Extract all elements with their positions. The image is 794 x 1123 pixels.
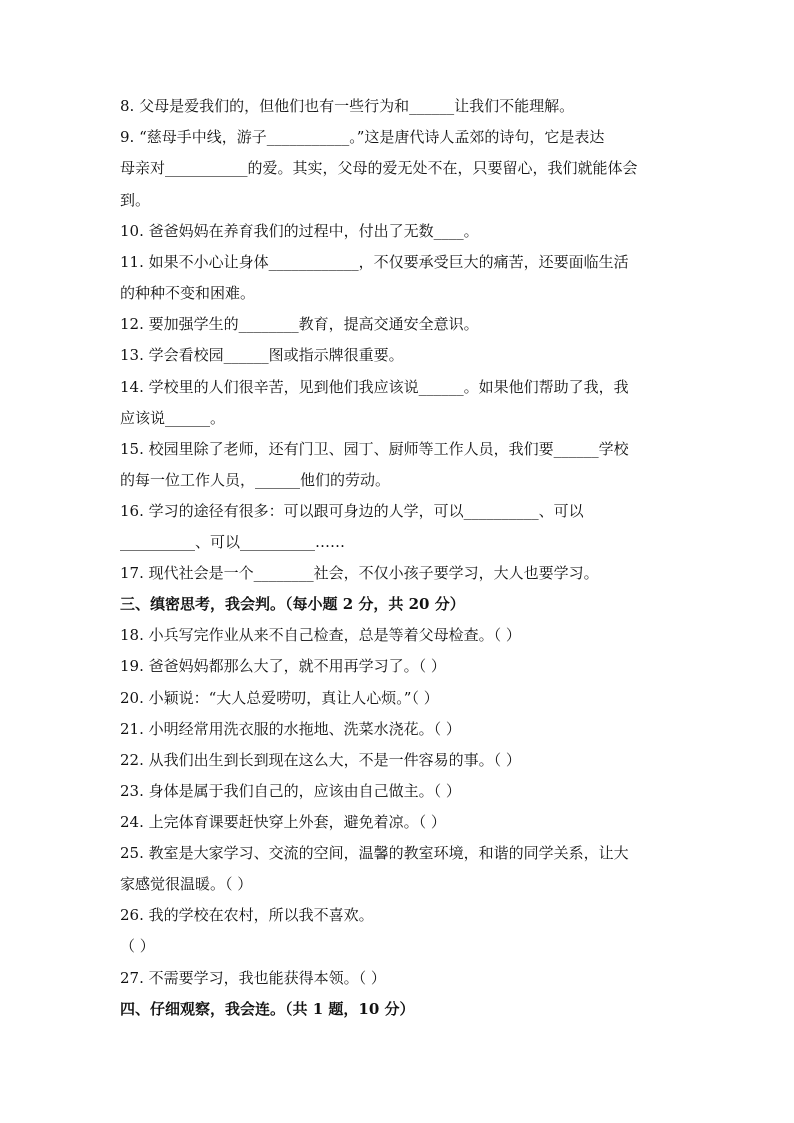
question-9-line-1: 9. “慈母手中线，游子___________。”这是唐代诗人孟郊的诗句，它是表达 xyxy=(120,128,605,146)
question-8: 8. 父母是爱我们的，但他们也有一些行为和______让我们不能理解。 xyxy=(120,97,575,115)
question-9-line-3: 到。 xyxy=(120,191,151,209)
question-17: 17. 现代社会是一个________社会，不仅小孩子要学习，大人也要学习。 xyxy=(120,564,599,582)
question-9-line-2: 母亲对___________的爱。其实，父母的爱无处不在，只要留心，我们就能体会 xyxy=(120,159,638,177)
question-21: 21. 小明经常用洗衣服的水拖地、洗菜水浇花。（ ） xyxy=(120,720,461,738)
question-26-answer: （ ） xyxy=(120,937,155,955)
question-27: 27. 不需要学习，我也能获得本领。（ ） xyxy=(120,969,386,987)
question-11-line-2: 的种种不变和困难。 xyxy=(120,284,256,302)
question-20: 20. 小颖说：“大人总爱唠叨，真让人心烦。”（ ） xyxy=(120,689,439,707)
question-14-line-1: 14. 学校里的人们很辛苦，见到他们我应该说______。如果他们帮助了我，我 xyxy=(120,378,629,396)
question-12: 12. 要加强学生的________教育，提高交通安全意识。 xyxy=(120,315,479,333)
question-18: 18. 小兵写完作业从来不自己检查，总是等着父母检查。（ ） xyxy=(120,626,521,644)
question-15-line-2: 的每一位工作人员，______他们的劳动。 xyxy=(120,471,391,489)
question-16-line-1: 16. 学习的途径有很多：可以跟可身边的人学，可以__________、可以 xyxy=(120,502,584,520)
question-25-line-2: 家感觉很温暖。（ ） xyxy=(120,875,253,893)
section-3-heading: 三、缜密思考，我会判。（每小题 2 分，共 20 分） xyxy=(120,595,465,613)
question-15-line-1: 15. 校园里除了老师，还有门卫、园丁、厨师等工作人员，我们要______学校 xyxy=(120,440,629,458)
question-14-line-2: 应该说______。 xyxy=(120,409,226,427)
question-23: 23. 身体是属于我们自己的，应该由自己做主。（ ） xyxy=(120,782,461,800)
section-4-heading: 四、仔细观察，我会连。（共 1 题，10 分） xyxy=(120,1000,415,1018)
question-24: 24. 上完体育课要赶快穿上外套，避免着凉。（ ） xyxy=(120,813,446,831)
question-25-line-1: 25. 教室是大家学习、交流的空间，温馨的教室环境，和谐的同学关系，让大 xyxy=(120,844,629,862)
question-11-line-1: 11. 如果不小心让身体____________，不仅要承受巨大的痛苦，还要面临生活 xyxy=(120,253,629,271)
question-16-line-2: __________、可以__________…… xyxy=(120,533,346,551)
question-19: 19. 爸爸妈妈都那么大了，就不用再学习了。（ ） xyxy=(120,657,446,675)
question-22: 22. 从我们出生到长到现在这么大，不是一件容易的事。（ ） xyxy=(120,751,521,769)
question-13: 13. 学会看校园______图或指示牌很重要。 xyxy=(120,346,404,364)
question-10: 10. 爸爸妈妈在养育我们的过程中，付出了无数____。 xyxy=(120,222,479,240)
question-26: 26. 我的学校在农村，所以我不喜欢。 xyxy=(120,906,374,924)
